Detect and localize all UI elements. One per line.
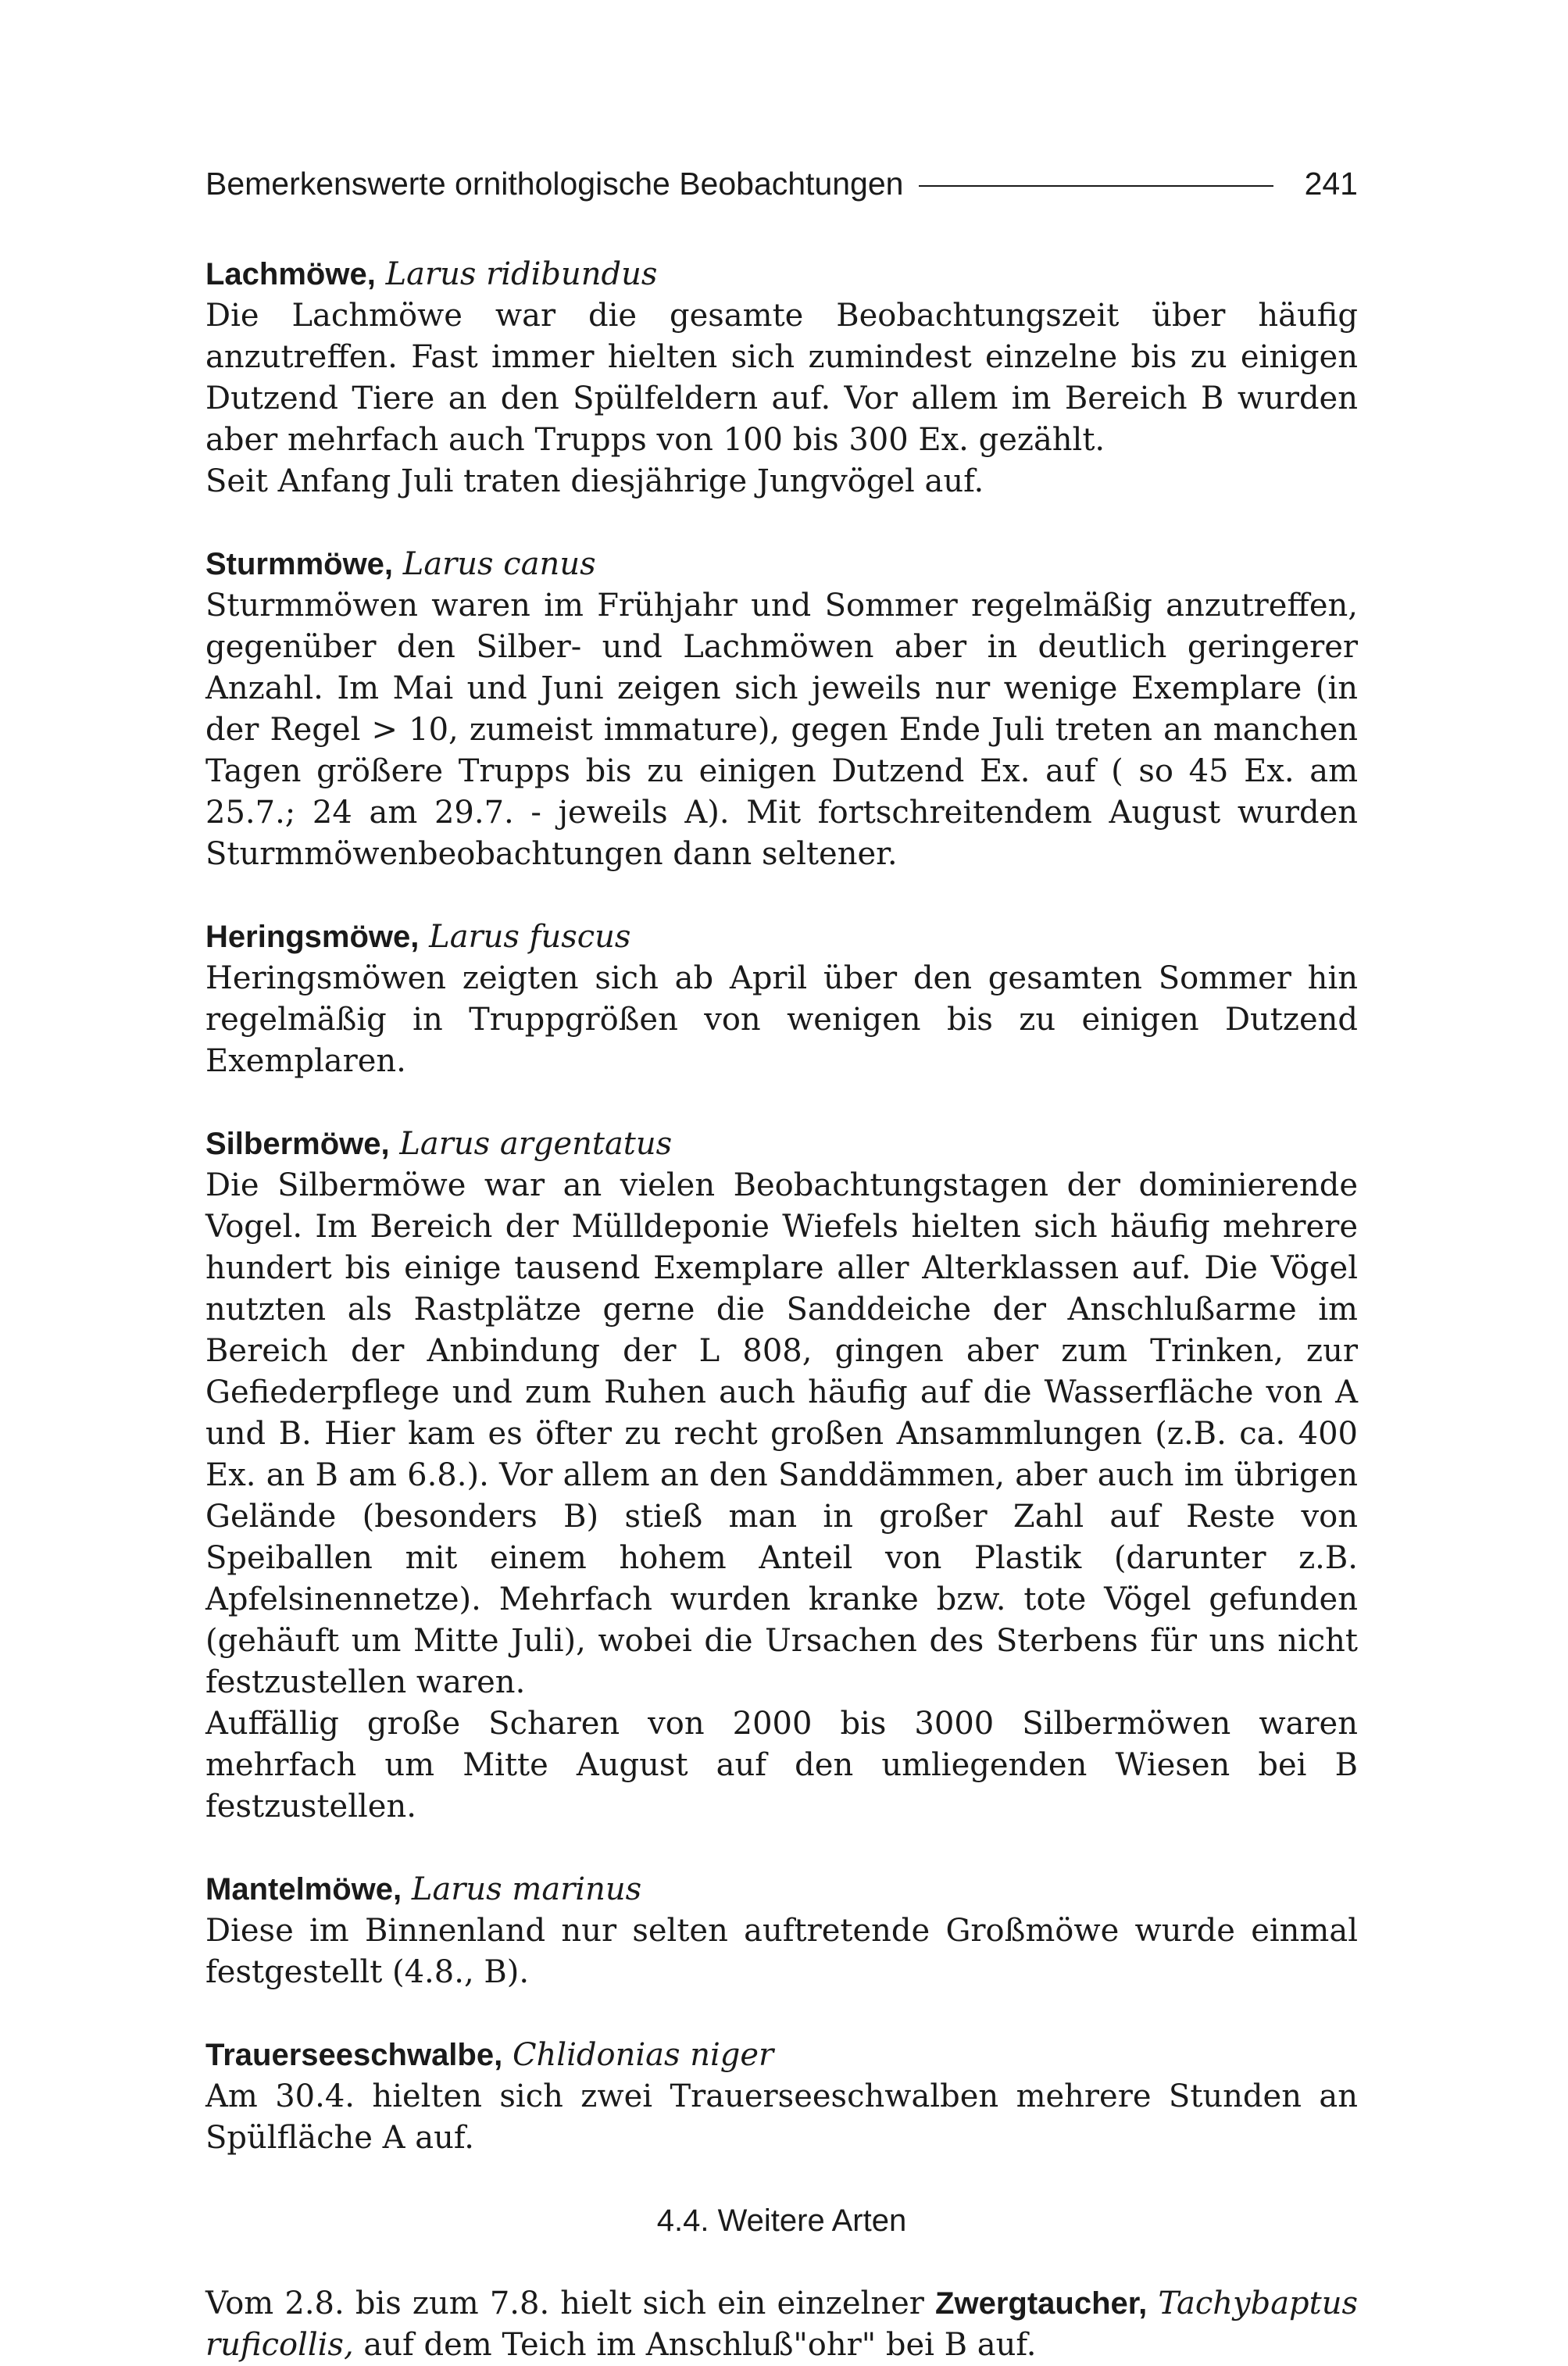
scientific-name: Larus ridibundus	[385, 256, 658, 292]
species-heading	[205, 1869, 1358, 1910]
species-paragraph: Heringsmöwen zeigten sich ab April über den gesamten Sommer hin regelmäßig in Truppgrößen von wenigen bis zu einigen Dutzend Exemplaren.	[205, 960, 1358, 1079]
species-entry-trauerseeschwalbe	[205, 2035, 1358, 2159]
species-paragraph: Die Silbermöwe war an vielen Beobachtungstagen der dominierende Vogel. Im Bereich der Mülldeponie Wiefels hielten sich häufig mehrere hundert bis einige tausend Exemplare aller Alterklassen auf. Die Vögel nutzten als Rastplätze gerne die Sanddeiche der Anschlußarme im Bereich der Anbindung der L 808, gingen aber zum Trinken, zur Gefiederpflege und zum Ruhen auch häufig auf die Wasserfläche von A und B. Hier kam es öfter zu recht großen Ansammlungen (z.B. ca. 400 Ex. an B am 6.8.). Vor allem an den Sanddämmen, aber auch im übrigen Gelände (besonders B) stieß man in großer Zahl auf Reste von Speiballen mit einem hohem Anteil von Plastik (darunter z.B. Apfelsinennetze). Mehrfach wurden kranke bzw. tote Vögel gefunden (gehäuft um Mitte Juli), wobei die Ursachen des Sterbens für uns nicht festzustellen waren.	[205, 1167, 1358, 1700]
species-paragraph: Die Lachmöwe war die gesamte Beobachtungszeit über häufig anzutreffen. Fast immer hielten sich zumindest einzelne bis zu einigen Dutzend Tiere an den Spülfeldern auf. Vor allem im Bereich B wurden aber mehrfach auch Trupps von 100 bis 300 Ex. gezählt.	[205, 298, 1358, 458]
species-entry-sturmmoewe	[205, 544, 1358, 875]
species-paragraph: Am 30.4. hielten sich zwei Trauerseeschwalben mehrere Stunden an Spülfläche A auf.	[205, 2078, 1358, 2156]
header-rule	[919, 185, 1273, 187]
species-paragraph: Sturmmöwen waren im Frühjahr und Sommer regelmäßig anzutreffen, gegenüber den Silber- und Lachmöwen aber in deutlich geringerer Anzahl. Im Mai und Juni zeigen sich jeweils nur wenige Exemplare (in der Regel > 10, zumeist immature), gegen Ende Juli treten an manchen Tagen größere Trupps bis zu einigen Dutzend Ex. auf ( so 45 Ex. am 25.7.; 24 am 29.7. - jeweils A). Mit fortschreitendem August wurden Sturmmöwenbeobachtungen dann seltener.	[205, 588, 1358, 872]
section-text-after: auf dem Teich im Anschluß"ohr" bei B auf.	[363, 2327, 1037, 2363]
scientific-name: Larus canus	[402, 546, 596, 582]
species-paragraph: Seit Anfang Juli traten diesjährige Jungvögel auf.	[205, 463, 984, 499]
running-title: Bemerkenswerte ornithologische Beobachtungen	[205, 165, 904, 202]
scientific-name: Chlidonias niger	[512, 2037, 774, 2073]
species-heading	[205, 917, 1358, 958]
scientific-name: Larus argentatus	[399, 1126, 673, 1162]
running-header	[205, 160, 1358, 207]
species-entry-lachmoewe	[205, 254, 1358, 502]
common-name: Lachmöwe,	[205, 257, 376, 291]
species-heading	[205, 1124, 1358, 1165]
species-paragraph: Diese im Binnenland nur selten auftretende Großmöwe wurde einmal festgestellt (4.8., B).	[205, 1913, 1358, 1990]
species-heading	[205, 544, 1358, 585]
common-name: Silbermöwe,	[205, 1127, 390, 1161]
section-text-before: Vom 2.8. bis zum 7.8. hielt sich ein einzelner	[205, 2286, 924, 2321]
common-name: Mantelmöwe,	[205, 1872, 402, 1907]
species-common-name-inline: Zwergtaucher,	[935, 2286, 1148, 2321]
species-entry-silbermoewe	[205, 1124, 1358, 1828]
species-heading	[205, 2035, 1358, 2076]
species-heading	[205, 254, 1358, 295]
scientific-name: Larus fuscus	[429, 919, 631, 955]
species-entry-mantelmoewe	[205, 1869, 1358, 1993]
section-heading: 4.4. Weitere Arten	[656, 2203, 907, 2238]
page-number: 241	[1304, 165, 1358, 202]
common-name: Trauerseeschwalbe,	[205, 2038, 503, 2072]
species-entry-heringsmoewe	[205, 917, 1358, 1082]
common-name: Sturmmöwe,	[205, 547, 394, 581]
section-paragraph	[205, 2283, 1358, 2366]
scientific-name: Larus marinus	[411, 1871, 642, 1907]
species-paragraph: Auffällig große Scharen von 2000 bis 3000 Silbermöwen waren mehrfach um Mitte August auf den umliegenden Wiesen bei B festzustellen.	[205, 1706, 1358, 1825]
common-name: Heringsmöwe,	[205, 920, 420, 954]
species-scientific-name-inline: Tachybaptus ruficollis,	[205, 2286, 1359, 2363]
main-content	[205, 254, 1358, 2366]
